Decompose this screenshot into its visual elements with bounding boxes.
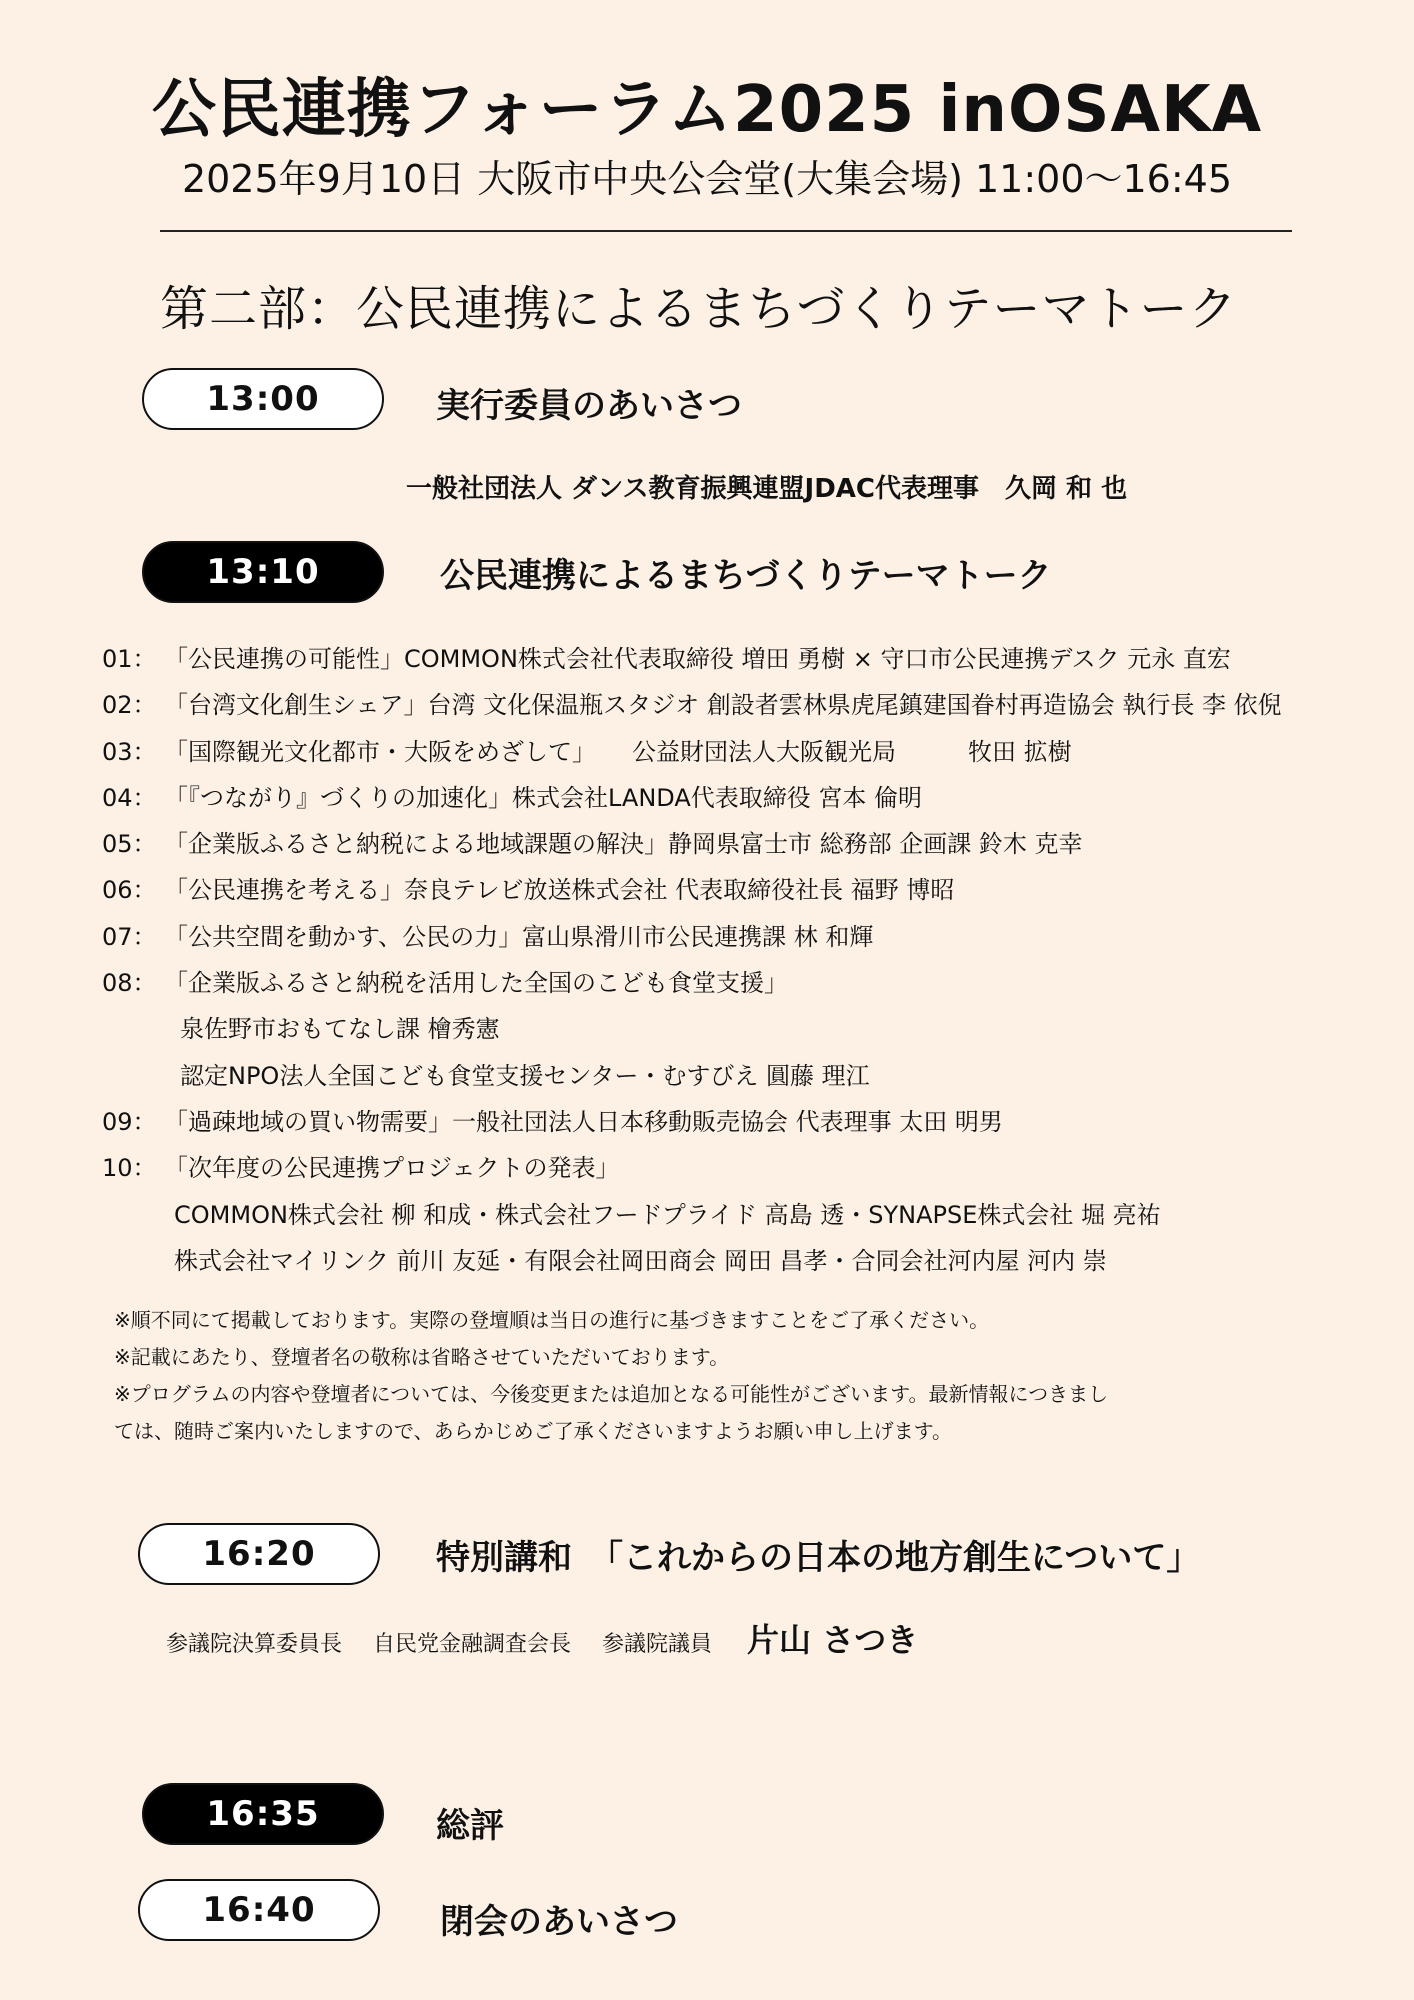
note-line: ※記載にあたり、登壇者名の敬称は省略させていただいております。 — [114, 1345, 730, 1369]
speaker-role: 参議院議員 — [602, 1632, 713, 1657]
list-item: 09： 「過疎地域の買い物需要」一般社団法人日本移動販売協会 代表理事 太田 明男 — [102, 1107, 1003, 1136]
list-item: 07： 「公共空間を動かす、公民の力」富山県滑川市公民連携課 林 和輝 — [102, 922, 874, 951]
speaker-role: 自民党金融調査会長 — [373, 1632, 572, 1657]
speaker-role: 参議院決算委員長 — [166, 1632, 343, 1657]
talk-list — [102, 636, 1392, 1284]
notes — [114, 1302, 1234, 1450]
header-divider — [160, 230, 1292, 232]
time-pill-1640: 16:40 — [138, 1879, 380, 1941]
list-item: 02： 「台湾文化創生シェア」台湾 文化保温瓶スタジオ 創設者雲林県虎尾鎮建国眷村再造協会 執行長 李 依倪 — [102, 691, 1282, 720]
slot-title-greeting: 実行委員のあいさつ — [436, 386, 742, 426]
time-pill-1300: 13:00 — [142, 368, 384, 430]
list-item: 08： 「企業版ふるさと納税を活用した全国のこども食堂支援」 — [102, 969, 788, 998]
note-line: ては、随時ご案内いたしますので、あらかじめご了承くださいますようお願い申し上げます。 — [114, 1419, 952, 1443]
list-item-sub: COMMON株式会社 柳 和成・株式会社フードプライド 高島 透・SYNAPSE株式会社 堀 亮祐 — [174, 1200, 1161, 1229]
greeting-speaker: 一般社団法人 ダンス教育振興連盟JDAC代表理事 久岡 和 也 — [406, 474, 1128, 504]
list-item-sub: 泉佐野市おもてなし課 檜秀憲 — [180, 1015, 500, 1044]
slot-title-theme-talk: 公民連携によるまちづくりテーマトーク — [440, 556, 1052, 596]
list-item: 06： 「公民連携を考える」奈良テレビ放送株式会社 代表取締役社長 福野 博昭 — [102, 876, 955, 905]
slot-title-special-lecture: 特別講和 「これからの日本の地方創生について」 — [436, 1538, 1201, 1578]
list-item: 04： 「『つながり』づくりの加速化」株式会社LANDA代表取締役 宮本 倫明 — [102, 783, 923, 812]
list-item-sub: 認定NPO法人全国こども食堂支援センター・むすびえ 圓藤 理江 — [180, 1061, 870, 1090]
list-item: 03： 「国際観光文化都市・大阪をめざして」 公益財団法人大阪観光局 牧田 拡樹 — [102, 737, 1072, 766]
note-line: ※プログラムの内容や登壇者については、今後変更または追加となる可能性がございます。最新情報につきまし — [114, 1382, 1109, 1406]
speaker-name: 片山 さつき — [747, 1621, 919, 1659]
event-title: 公民連携フォーラム2025 inOSAKA — [151, 73, 1263, 147]
note-line: ※順不同にて掲載しております。実際の登壇順は当日の進行に基づきますことをご了承ください。 — [114, 1308, 990, 1332]
slot-title-review: 総評 — [436, 1806, 504, 1846]
time-pill-1310: 13:10 — [142, 541, 384, 603]
list-item: 01： 「公民連携の可能性」COMMON株式会社代表取締役 増田 勇樹 × 守口市公民連携デスク 元永 直宏 — [102, 645, 1231, 673]
time-pill-1620: 16:20 — [138, 1523, 380, 1585]
event-subtitle: 2025年9月10日 大阪市中央公会堂(大集会場) 11:00〜16:45 — [181, 157, 1233, 201]
list-item: 10： 「次年度の公民連携プロジェクトの発表」 — [102, 1154, 620, 1183]
time-pill-1635: 16:35 — [142, 1783, 384, 1845]
part-heading: 第二部：公民連携によるまちづくりテーマトーク — [160, 281, 1238, 337]
list-item-sub: 株式会社マイリンク 前川 友延・有限会社岡田商会 岡田 昌孝・合同会社河内屋 河内 崇 — [174, 1246, 1107, 1275]
slot-title-closing: 閉会のあいさつ — [440, 1902, 678, 1942]
special-speaker — [166, 1615, 942, 1661]
list-item: 05： 「企業版ふるさと納税による地域課題の解決」静岡県富士市 総務部 企画課 鈴木 克幸 — [102, 830, 1083, 859]
